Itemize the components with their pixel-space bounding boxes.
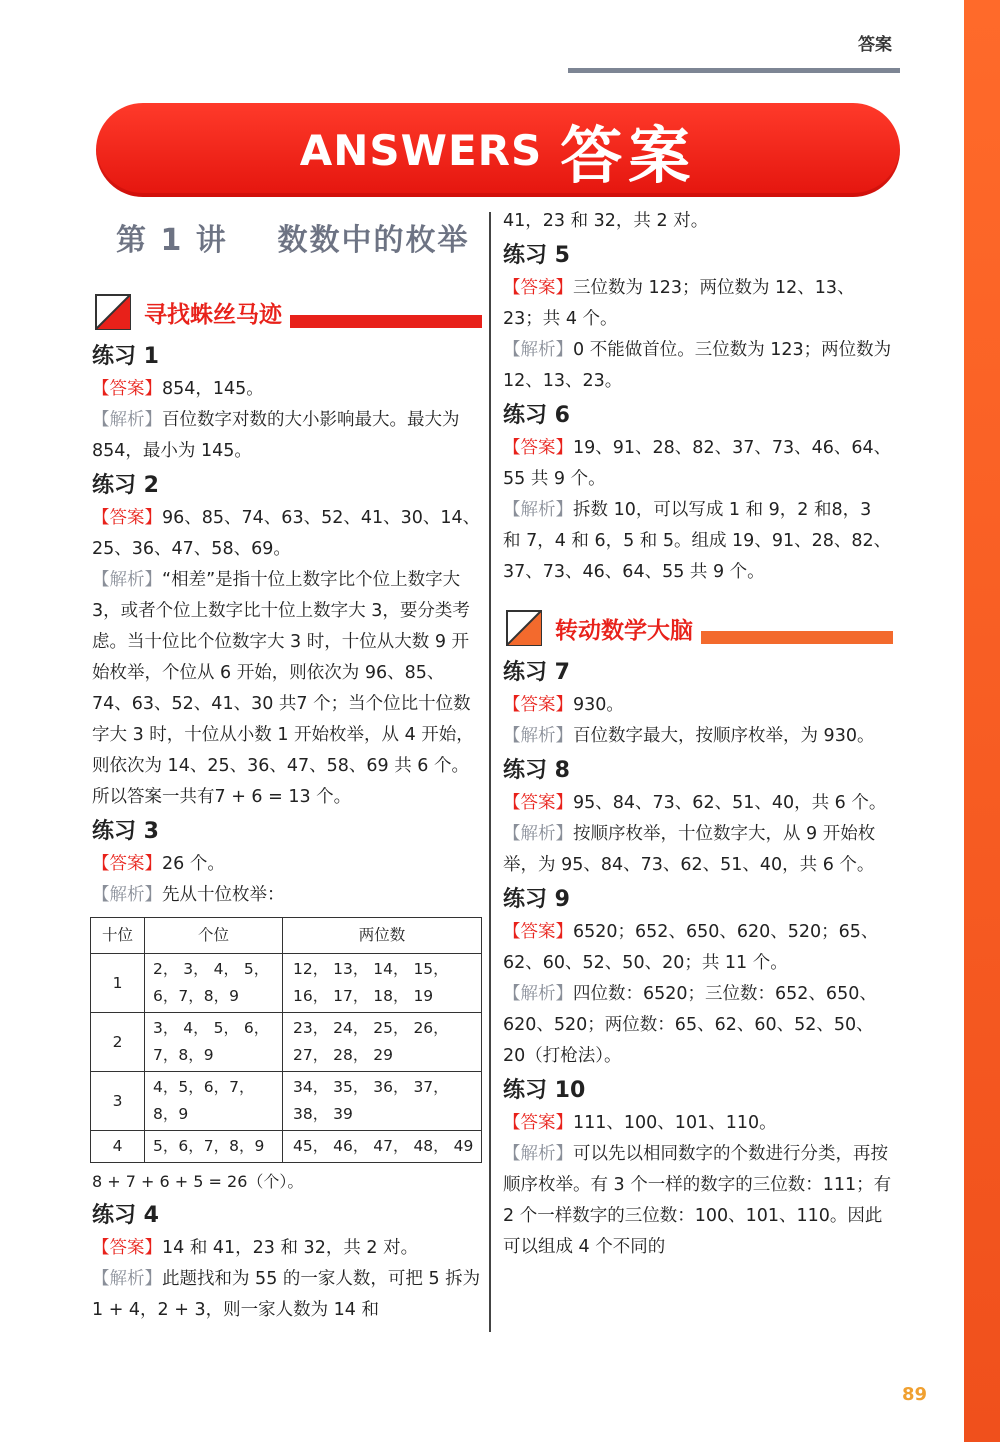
- answer-tag: 【答案】: [503, 695, 573, 715]
- exercise-3-formula: 8 + 7 + 6 + 5 = 26（个）。: [92, 1172, 304, 1191]
- exercise-title-9: 练习 9: [503, 887, 570, 912]
- exercise-7-analysis: [503, 721, 893, 752]
- left-column: [92, 290, 482, 1326]
- exercise-4-analysis: [92, 1264, 482, 1326]
- exercise-title-5: 练习 5: [503, 243, 570, 268]
- banner-text: [96, 103, 900, 197]
- analysis-tag: 【解析】: [92, 1269, 162, 1289]
- answer-text: 6520；652、650、620、520；65、62、60、52、50、20；共 11 个。: [503, 922, 879, 973]
- analysis-tag: 【解析】: [503, 824, 573, 844]
- table-cell: 2， 3， 4， 5， 6，7，8，9: [145, 954, 283, 1013]
- analysis-tag: 【解析】: [503, 500, 573, 520]
- table-row: [91, 1072, 482, 1131]
- answer-tag: 【答案】: [92, 1238, 162, 1258]
- answer-text: 26 个。: [162, 854, 225, 874]
- exercise-title-8: 练习 8: [503, 758, 570, 783]
- analysis-text: 百位数字对数的大小影响最大。最大为 854，最小为 145。: [92, 410, 460, 461]
- header-label: 答案: [858, 35, 892, 55]
- analysis-text: 百位数字最大，按顺序枚举，为 930。: [573, 726, 875, 746]
- table-row: [91, 1131, 482, 1163]
- answer-text: 19、91、28、82、37、73、46、64、55 共 9 个。: [503, 438, 892, 489]
- section-header-1: [92, 290, 482, 334]
- lecture-title: 第 1 讲 数数中的枚举: [116, 223, 470, 258]
- answer-text: 14 和 41，23 和 32，共 2 对。: [162, 1238, 419, 1258]
- exercise-2-analysis: [92, 565, 482, 813]
- exercise-7-answer: [503, 690, 893, 721]
- answer-text: 854，145。: [162, 379, 264, 399]
- exercise-3-answer: [92, 849, 482, 880]
- exercise-10-analysis: [503, 1139, 893, 1263]
- table-cell: 12， 13， 14， 15， 16， 17， 18， 19: [283, 954, 482, 1013]
- page-number: 89: [902, 1384, 928, 1405]
- table-cell: 2: [91, 1013, 145, 1072]
- table-cell: 1: [91, 954, 145, 1013]
- section-bar-1: [290, 315, 482, 328]
- exercise-title-10: 练习 10: [503, 1078, 586, 1103]
- analysis-tag: 【解析】: [92, 570, 162, 590]
- exercise-10-answer: [503, 1108, 893, 1139]
- column-divider: [489, 212, 491, 1332]
- analysis-text: 四位数：6520；三位数：652、650、620、520；两位数：65、62、60、52、50、20（打枪法）。: [503, 984, 877, 1066]
- answer-text: 930。: [573, 695, 624, 715]
- analysis-tag: 【解析】: [92, 410, 162, 430]
- table-header-row: [91, 918, 482, 954]
- exercise-4-answer: [92, 1233, 482, 1264]
- analysis-text: 此题找和为 55 的一家人数，可把 5 拆为 1 + 4，2 + 3，则一家人数为 14 和: [92, 1269, 481, 1320]
- answer-tag: 【答案】: [92, 508, 162, 528]
- section-header-2: [503, 606, 893, 650]
- triangle-square-icon: [92, 291, 134, 333]
- exercise-title-6: 练习 6: [503, 403, 570, 428]
- analysis-tag: 【解析】: [92, 885, 162, 905]
- right-column: [503, 206, 893, 1263]
- table-cell: 3， 4， 5， 6， 7，8，9: [145, 1013, 283, 1072]
- exercise-9-answer: [503, 917, 893, 979]
- exercise-title-1: 练习 1: [92, 344, 159, 369]
- banner-title-en: ANSWERS: [299, 125, 543, 175]
- table-cell: 4，5，6，7，8，9: [145, 1072, 283, 1131]
- exercise-2-answer: [92, 503, 482, 565]
- analysis-tag: 【解析】: [503, 726, 573, 746]
- exercise-6-analysis: [503, 495, 893, 588]
- exercise-5-analysis: [503, 335, 893, 397]
- analysis-text: 拆数 10，可以写成 1 和 9，2 和8，3 和 7，4 和 6，5 和 5。组成 19、91、28、82、37、73、46、64、55 共 9 个。: [503, 500, 892, 582]
- triangle-square-icon: [503, 607, 545, 649]
- table-row: [91, 954, 482, 1013]
- answer-text: 95、84、73、62、51、40，共 6 个。: [573, 793, 887, 813]
- enumeration-table: [90, 917, 482, 1163]
- analysis-text: 按顺序枚举，十位数字大，从 9 开始枚举，为 95、84、73、62、51、40，共 6 个。: [503, 824, 876, 875]
- exercise-5-answer: [503, 273, 893, 335]
- banner-title-zh: 答案: [560, 118, 697, 192]
- analysis-tag: 【解析】: [503, 1144, 573, 1164]
- table-row: [91, 1013, 482, 1072]
- answer-text: 三位数为 123；两位数为 12、13、23；共 4 个。: [503, 278, 855, 329]
- section-title-1: 寻找蛛丝马迹: [144, 301, 282, 328]
- exercise-1-analysis: [92, 405, 482, 467]
- answer-tag: 【答案】: [503, 438, 573, 458]
- exercise-title-4: 练习 4: [92, 1203, 159, 1228]
- table-cell: 45， 46， 47， 48， 49: [283, 1131, 482, 1163]
- table-cell: 3: [91, 1072, 145, 1131]
- answer-tag: 【答案】: [92, 854, 162, 874]
- answers-banner: [96, 103, 900, 197]
- table-cell: 5，6，7，8，9: [145, 1131, 283, 1163]
- exercise-title-3: 练习 3: [92, 819, 159, 844]
- analysis-text: 可以先以相同数字的个数进行分类，再按顺序枚举。有 3 个一样的数字的三位数：111；有 2 个一样数字的三位数：100、101、110。因此可以组成 4 个不同的: [503, 1144, 892, 1257]
- exercise-3-analysis: [92, 880, 482, 911]
- header-rule: [568, 68, 900, 73]
- table-header: 两位数: [283, 918, 482, 954]
- answer-tag: 【答案】: [92, 379, 162, 399]
- answer-tag: 【答案】: [503, 922, 573, 942]
- exercise-6-answer: [503, 433, 893, 495]
- answer-tag: 【答案】: [503, 278, 573, 298]
- section-title-2: 转动数学大脑: [555, 617, 693, 644]
- table-cell: 23， 24， 25， 26， 27， 28， 29: [283, 1013, 482, 1072]
- answer-text: 111、100、101、110。: [573, 1113, 777, 1133]
- analysis-text: 0 不能做首位。三位数为 123；两位数为 12、13、23。: [503, 340, 892, 391]
- table-cell: 34， 35， 36， 37， 38， 39: [283, 1072, 482, 1131]
- table-cell: 4: [91, 1131, 145, 1163]
- table-header: 个位: [145, 918, 283, 954]
- analysis-text: 先从十位枚举：: [162, 885, 285, 905]
- analysis-text: “相差”是指十位上数字比个位上数字大 3，或者个位上数字比十位上数字大 3，要分类考虑。当十位比个位数字大 3 时，十位从大数 9 开始枚举，个位从 6 开始，则依次为 96、85、74、63、52、41、30 共7 个；当个位比十位数字大 3 时，十位从小数 1 开始枚举，从 4 开始，则依次为 14、25、36、47、58、69 共 6 个。所以答案一共有7 + 6 = 13 个。: [92, 570, 474, 807]
- side-color-bar: [964, 0, 1000, 1442]
- exercise-8-answer: [503, 788, 893, 819]
- exercise-1-answer: [92, 374, 482, 405]
- exercise-4-continuation: 41，23 和 32，共 2 对。: [503, 211, 709, 231]
- answer-tag: 【答案】: [503, 1113, 573, 1133]
- exercise-9-analysis: [503, 979, 893, 1072]
- answer-tag: 【答案】: [503, 793, 573, 813]
- section-bar-2: [701, 631, 893, 644]
- analysis-tag: 【解析】: [503, 984, 573, 1004]
- answer-text: 96、85、74、63、52、41、30、14、25、36、47、58、69。: [92, 508, 481, 559]
- exercise-8-analysis: [503, 819, 893, 881]
- table-header: 十位: [91, 918, 145, 954]
- exercise-title-2: 练习 2: [92, 473, 159, 498]
- exercise-title-7: 练习 7: [503, 660, 570, 685]
- analysis-tag: 【解析】: [503, 340, 573, 360]
